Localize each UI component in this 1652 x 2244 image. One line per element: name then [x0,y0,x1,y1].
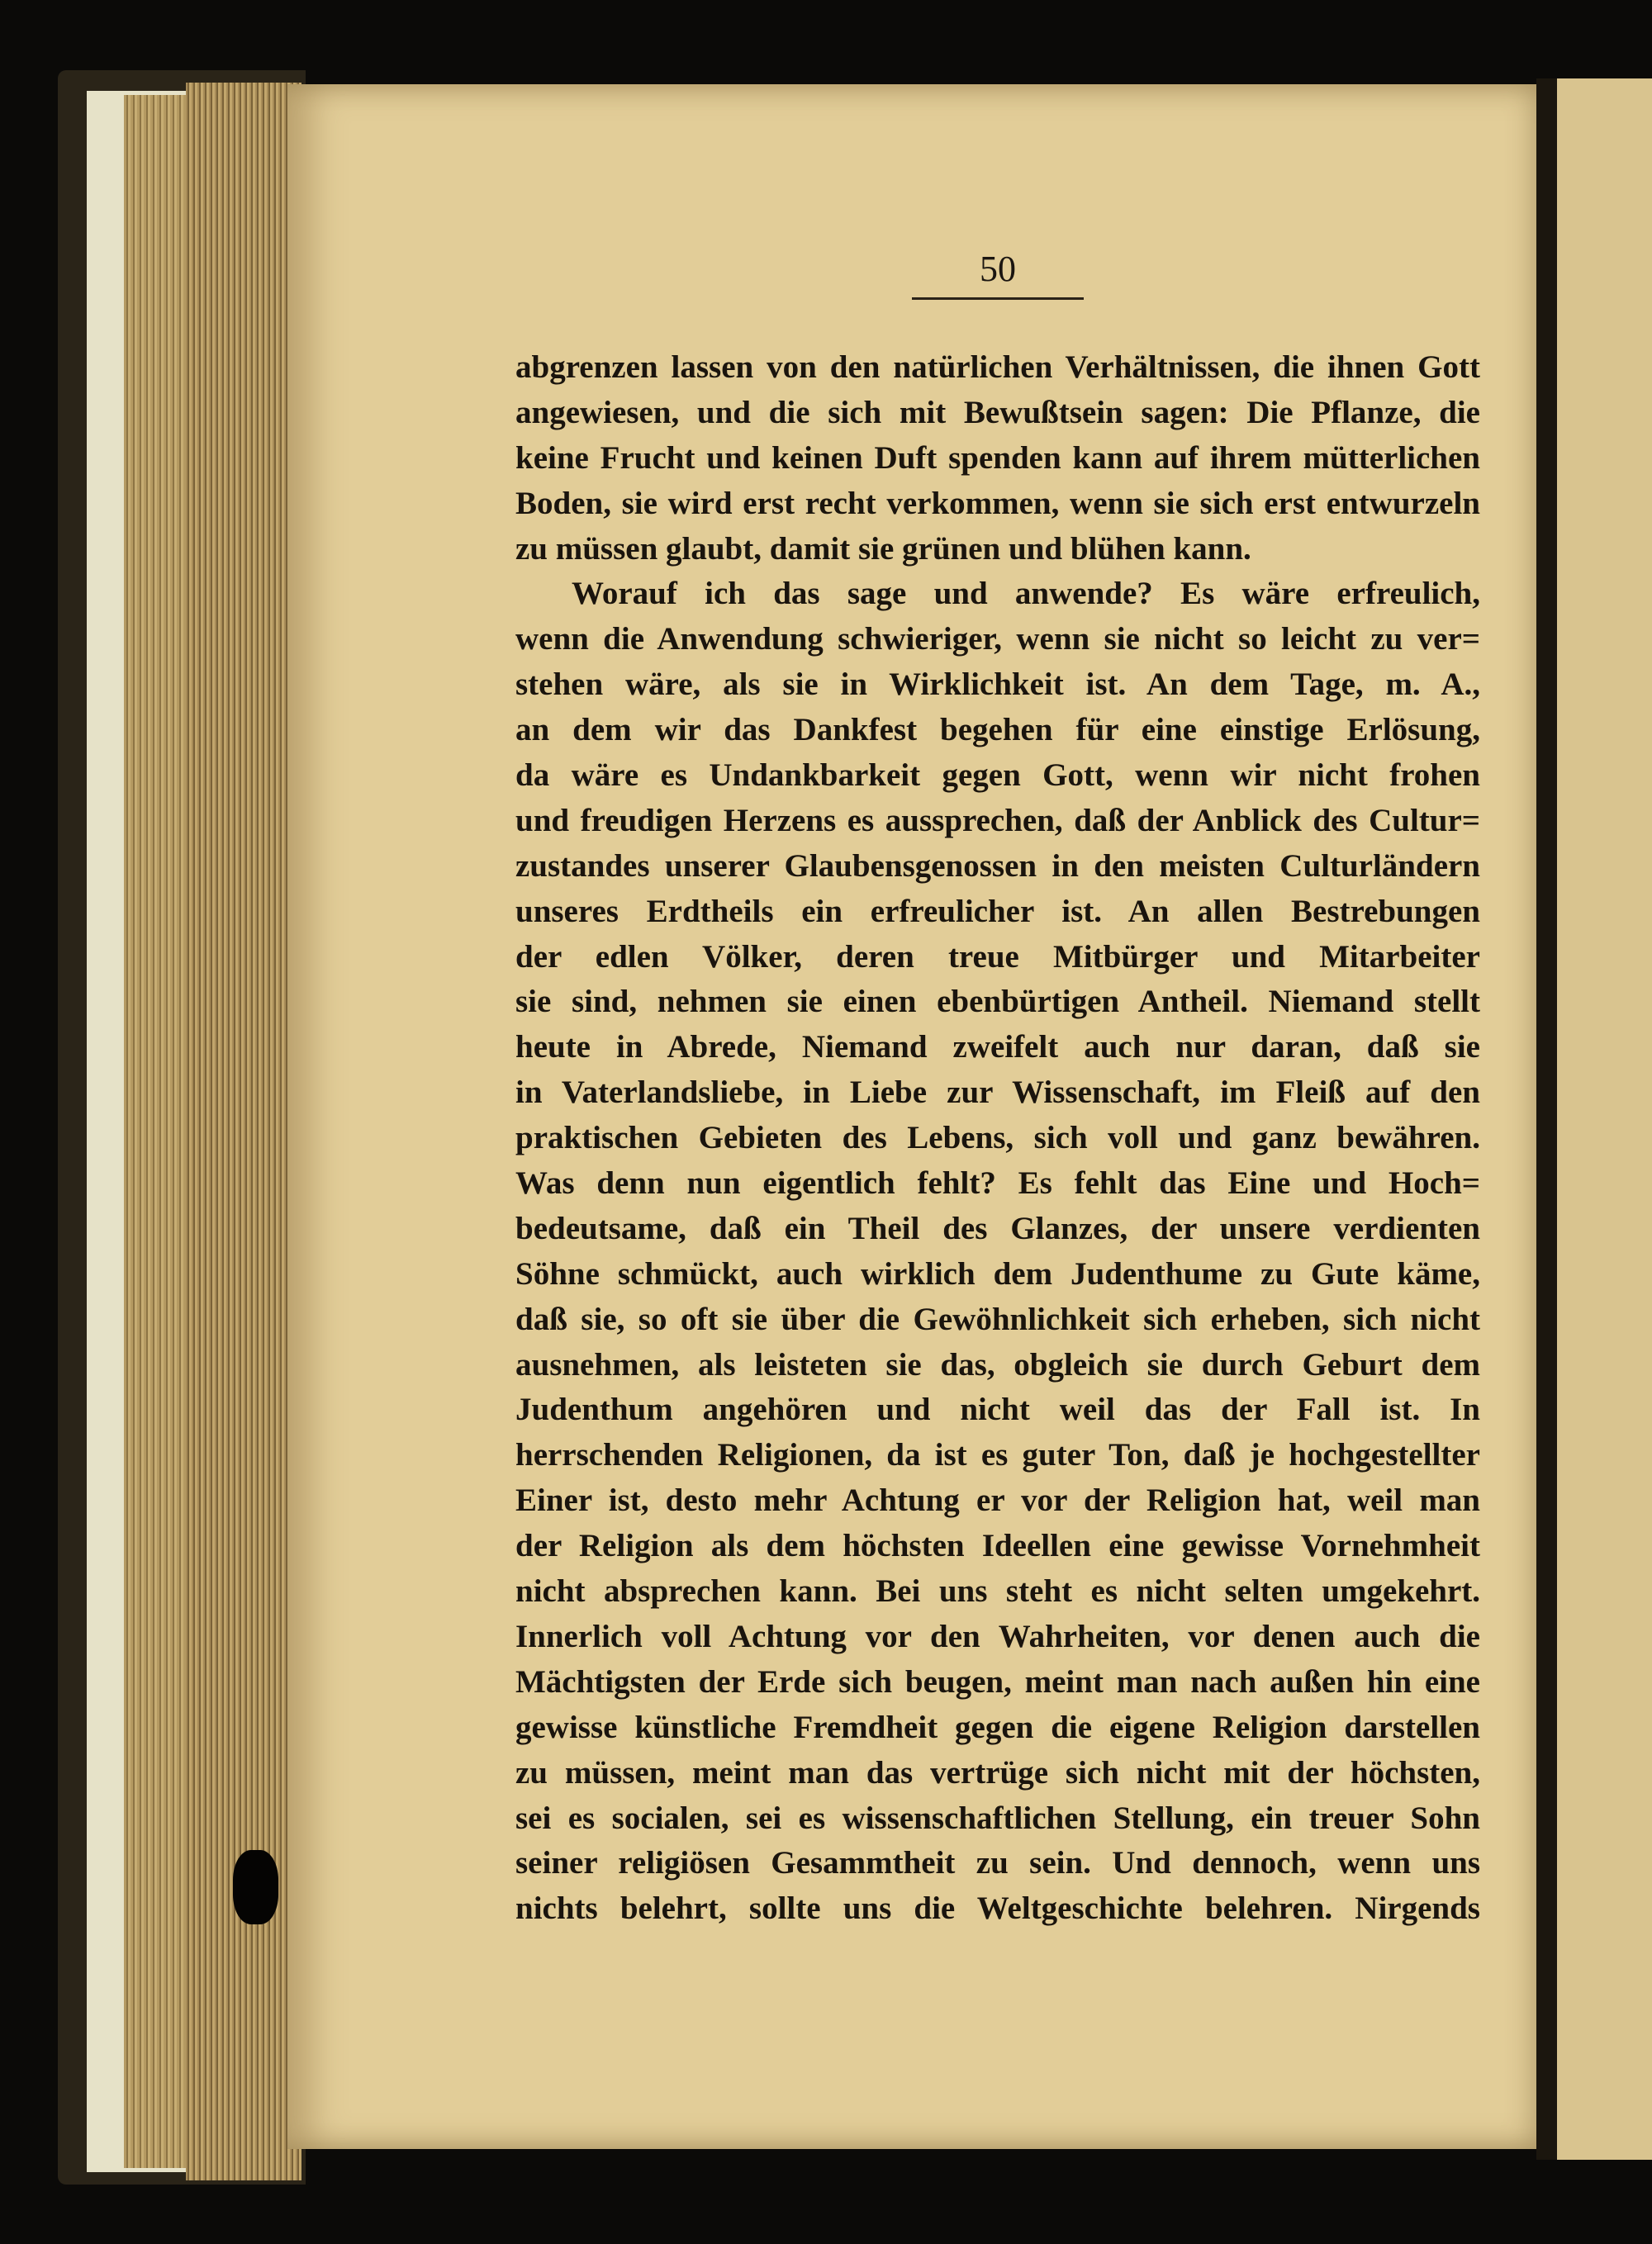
text-line: zu müssen, meint man das vertrüge sich nicht mit der höchsten, [515,1754,1480,1791]
text-line: nicht absprechen kann. Bei uns steht es nicht selten umgekehrt. [515,1573,1480,1610]
text-line: nichts belehrt, sollte uns die Weltgeschichte belehren. Nirgends [515,1891,1480,1927]
page-number: 50 [980,249,1016,289]
text-line: wenn die Anwendung schwieriger, wenn sie nicht so leicht zu ver= [515,621,1480,657]
text-line: der Religion als dem höchsten Ideellen eine gewisse Vornehmheit [515,1528,1480,1564]
text-line: seiner religiösen Gesammtheit zu sein. Und dennoch, wenn uns [515,1845,1480,1881]
text-line: Judenthum angehören und nicht weil das der Fall ist. In [515,1392,1480,1428]
text-line: zustandes unserer Glaubensgenossen in den meisten Culturländern [515,847,1480,884]
text-line: sei es socialen, sei es wissenschaftlichen Stellung, ein treuer Sohn [515,1800,1480,1836]
text-line: keine Frucht und keinen Duft spenden kann auf ihrem mütterlichen [515,439,1480,476]
text-line: praktischen Gebieten des Lebens, sich voll und ganz bewähren. [515,1120,1480,1156]
text-line: in Vaterlandsliebe, in Liebe zur Wissenschaft, im Fleiß auf den [515,1075,1480,1111]
facing-page-edge [1557,78,1652,2160]
text-line: Boden, sie wird erst recht verkommen, wenn sie sich erst entwurzeln [515,485,1480,521]
text-line: und freudigen Herzens es aussprechen, daß der Anblick des Cultur= [515,802,1480,838]
text-line: stehen wäre, als sie in Wirklichkeit ist. An dem Tage, m. A., [515,667,1480,703]
text-line: an dem wir das Dankfest begehen für eine einstige Erlösung, [515,712,1480,748]
text-line: Söhne schmückt, auch wirklich dem Judenthume zu Gute käme, [515,1255,1480,1292]
text-line: Mächtigsten der Erde sich beugen, meint man nach außen hin eine [515,1663,1480,1700]
text-line: bedeutsame, daß ein Theil des Glanzes, der unsere verdienten [515,1210,1480,1246]
text-line: Einer ist, desto mehr Achtung er vor der Religion hat, weil man [515,1483,1480,1519]
text-line: da wäre es Undankbarkeit gegen Gott, wenn wir nicht frohen [515,757,1480,794]
text-line: sie sind, nehmen sie einen ebenbürtigen Antheil. Niemand stellt [515,984,1480,1020]
text-line: daß sie, so oft sie über die Gewöhnlichkeit sich erheben, sich nicht [515,1301,1480,1337]
text-line: angewiesen, und die sich mit Bewußtsein sagen: Die Pflanze, die [515,394,1480,430]
text-line: heute in Abrede, Niemand zweifelt auch nur daran, daß sie [515,1029,1480,1065]
ink-blot [233,1850,278,1924]
text-line: unseres Erdtheils ein erfreulicher ist. An allen Bestrebungen [515,893,1480,929]
text-line: abgrenzen lassen von den natürlichen Verhältnissen, die ihnen Gott [515,349,1480,385]
header-rule [912,297,1084,300]
text-line: der edlen Völker, deren treue Mitbürger und Mitarbeiter [515,938,1480,975]
text-line: ausnehmen, als leisteten sie das, obgleich sie durch Geburt dem [515,1346,1480,1383]
text-line: Was denn nun eigentlich fehlt? Es fehlt das Eine und Hoch= [515,1165,1480,1202]
book-gutter [1536,78,1557,2160]
text-line: zu müssen glaubt, damit sie grünen und blühen kann. [515,530,1251,567]
text-line: Innerlich voll Achtung vor den Wahrheiten, vor denen auch die [515,1618,1480,1654]
body-text [515,345,1480,1932]
text-line: herrschenden Religionen, da ist es guter Ton, daß je hochgestellter [515,1437,1480,1473]
text-line: Worauf ich das sage und anwende? Es wäre erfreulich, [572,576,1480,612]
text-line: gewisse künstliche Fremdheit gegen die eigene Religion darstellen [515,1709,1480,1745]
